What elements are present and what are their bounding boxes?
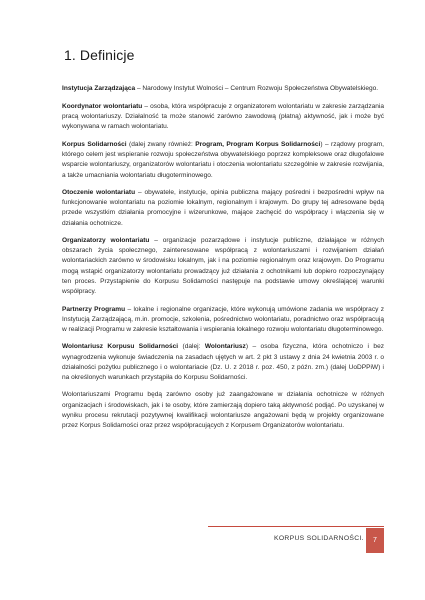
footer-divider	[208, 526, 384, 527]
definition-paragraph	[62, 236, 384, 298]
definition-text: – Narodowy Instytut Wolności – Centrum Rozwoju Społeczeństwa Obywatelskiego.	[135, 85, 379, 92]
definition-term: Koordynator wolontariatu	[62, 102, 143, 110]
definition-term: Korpus Solidarności	[62, 140, 127, 148]
definition-paragraph	[62, 84, 384, 94]
page-number: 7	[366, 528, 384, 553]
definition-text: – osoba, która współpracuje z organizatorem wolontariatu w zakresie zarządzania pracą wolontariuszy. Działalność ta może stanowić zarówno zawodową (płatną) aktywność, jak i może być wykonywana w ramach wolontariatu.	[62, 102, 384, 131]
body-paragraph	[62, 390, 384, 431]
definition-paragraph	[62, 140, 384, 181]
definition-text: (dalej zwany również:	[126, 140, 196, 148]
definition-text: ) – rządowy program, którego celem jest wspieranie rozwoju społeczeństwa obywatelskiego poprzez kompleksowe oraz długofalowe wsparcie wolontariuszy, organizatorów wolontariatu i otoczenia wolontariatu szczególnie w zakresie rozwijania, a także umacniania wolontariatu długoterminowego.	[62, 140, 384, 179]
footer-label: KORPUS SOLIDARNOŚCI.	[274, 535, 364, 542]
definition-text: (dalej:	[178, 343, 205, 351]
definition-text: – organizacje pozarządowe i instytucje publiczne, działające w różnych obszarach życia społecznego, zainteresowane współpracą z wolontariuszami i rozwijaniem działań wolontariackich zarówno w środowisku lokalnym, jak i na poziomie regionalnym oraz krajowym. Do Programu mogą wstąpić organizatorzy wolontariatu prowadzący już działania z ochotnikami lub dopiero rozpoczynający ten proces. Przystąpienie do Korpusu Solidarności następuje na podstawie umowy określającej warunki współpracy.	[62, 236, 385, 296]
definition-term-alias: Program, Program Korpus Solidarności	[195, 140, 321, 148]
definition-paragraph	[62, 305, 384, 336]
definition-term: Otoczenie wolontariatu	[62, 188, 136, 196]
definition-term: Wolontariusz Korpusu Solidarności	[62, 343, 179, 351]
body-text: Wolontariuszami Programu będą zarówno osoby już zaangażowane w działania ochotnicze w różnych organizacjach i środowiskach, jak i te osoby, które zamierzają dopiero taką aktywność podjąć. Po uzyskanej w wyniku procesu rekrutacji pozytywnej kwalifikacji wolontariusze angażowani będą w projekty organizowane przez Korpus Solidarności oraz przez współpracujących z Korpusem Organizatorów wolontariatu.	[62, 391, 384, 430]
definition-paragraph	[62, 342, 384, 383]
definition-term: Instytucja Zarządzająca	[62, 85, 136, 92]
definition-paragraph	[62, 188, 384, 229]
definitions-content	[62, 84, 384, 438]
definition-text: – lokalne i regionalne organizacje, które wykonują umówione zadania we współpracy z Instytucją Zarządzającą, m.in. promocje, szkolenia, pośrednictwo wolontariatu, poradnictwo oraz współpracują w realizacji Programu w zakresie kształtowania i wspierania lokalnego rozwoju wolontariatu długoterminowego.	[62, 305, 384, 334]
definition-paragraph	[62, 102, 384, 133]
definition-text: ) – osoba fizyczna, która ochotniczo i bez wynagrodzenia wykonuje świadczenia na zasadach ujętych w art. 2 pkt 3 ustawy z dnia 24 kwietnia 2003 r. o działalności pożytku publicznego i o wolontariacie (Dz. U. z 2018 r. poz. 450, z późn. zm.) (dalej UoDPPiW) i na określonych warunkach przystąpiła do Korpusu Solidarności.	[62, 343, 384, 382]
definition-text: – obywatele, instytucje, opinia publiczna mający pośredni i bezpośredni wpływ na funkcjonowanie wolontariatu na poziomie lokalnym, regionalnym i krajowym. Do grupy tej adresowane będą przede wszystkim działania promocyjne i wizerunkowe, mające zachęcić do współpracy i włączenia się w działania ochotnicze.	[62, 188, 384, 227]
section-heading: 1. Definicje	[64, 47, 135, 63]
definition-term: Partnerzy Programu	[62, 305, 126, 313]
definition-term: Organizatorzy wolontariatu	[62, 236, 150, 244]
definition-term-alias: Wolontariusz	[204, 343, 246, 351]
